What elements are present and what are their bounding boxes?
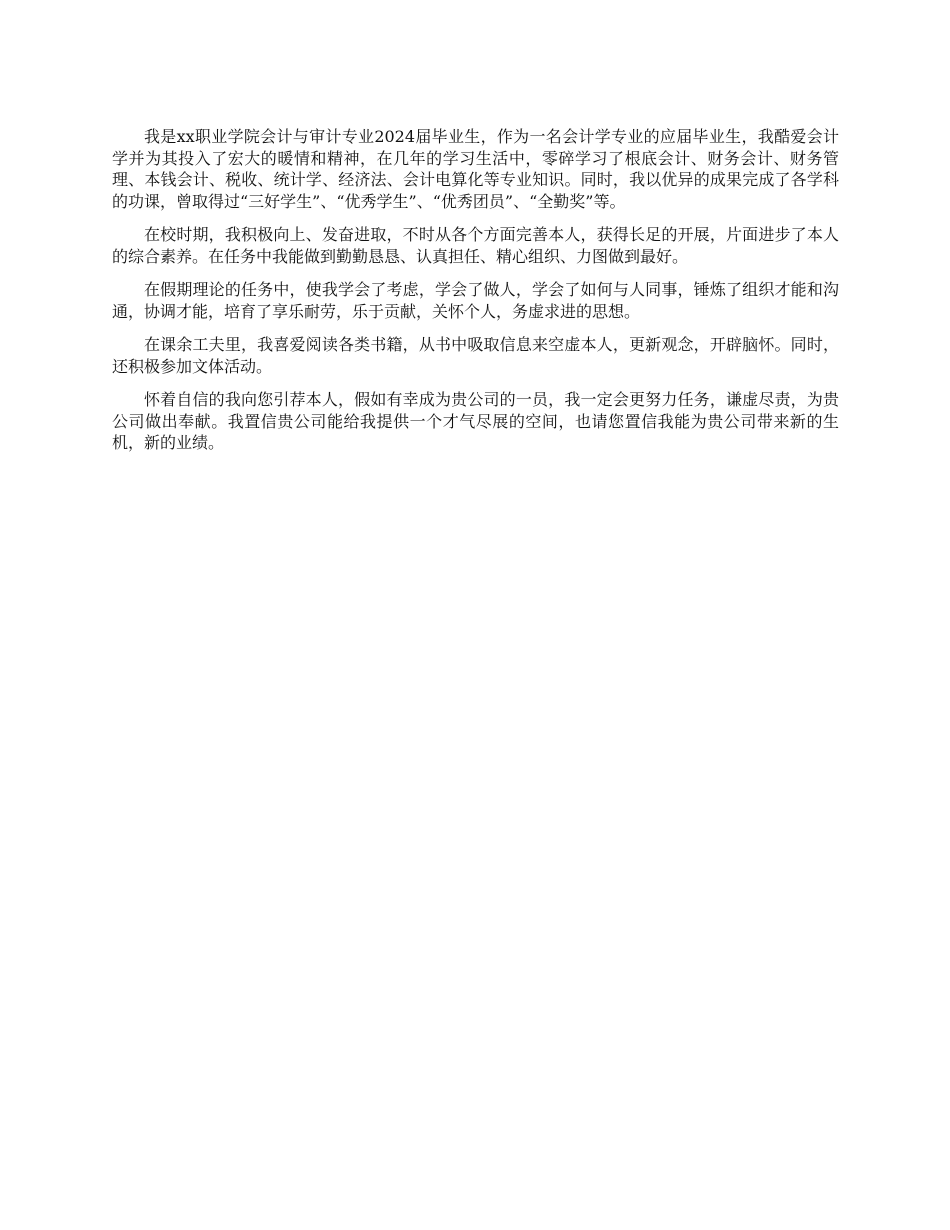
paragraph-1: 我是xx职业学院会计与审计专业2024届毕业生，作为一名会计学专业的应届毕业生，我酷爱会计学并为其投入了宏大的暖情和精神，在几年的学习生活中，零碎学习了根底会计、财务会计、财务管理、本钱会计、税收、统计学、经济法、会计电算化等专业知识。同时，我以优异的成果完成了各学科的功课，曾取得过“三好学生”、“优秀学生”、“优秀团员”、“全勤奖”等。: [112, 127, 839, 211]
paragraph-5: 怀着自信的我向您引荐本人，假如有幸成为贵公司的一员，我一定会更努力任务，谦虚尽责，为贵公司做出奉献。我置信贵公司能给我提供一个才气尽展的空间，也请您置信我能为贵公司带来新的生机，新的业绩。: [112, 390, 839, 452]
paragraph-4: 在课余工夫里，我喜爱阅读各类书籍，从书中吸取信息来空虚本人，更新观念，开辟脑怀。同时，还积极参加文体活动。: [112, 335, 839, 376]
paragraph-3: 在假期理论的任务中，使我学会了考虑，学会了做人，学会了如何与人同事，锤炼了组织才能和沟通，协调才能，培育了享乐耐劳，乐于贡献，关怀个人，务虚求进的思想。: [112, 280, 839, 321]
paragraph-2: 在校时期，我积极向上、发奋进取，不时从各个方面完善本人，获得长足的开展，片面进步了本人的综合素养。在任务中我能做到勤勤恳恳、认真担任、精心组织、力图做到最好。: [112, 225, 839, 266]
document-body: [112, 126, 839, 466]
